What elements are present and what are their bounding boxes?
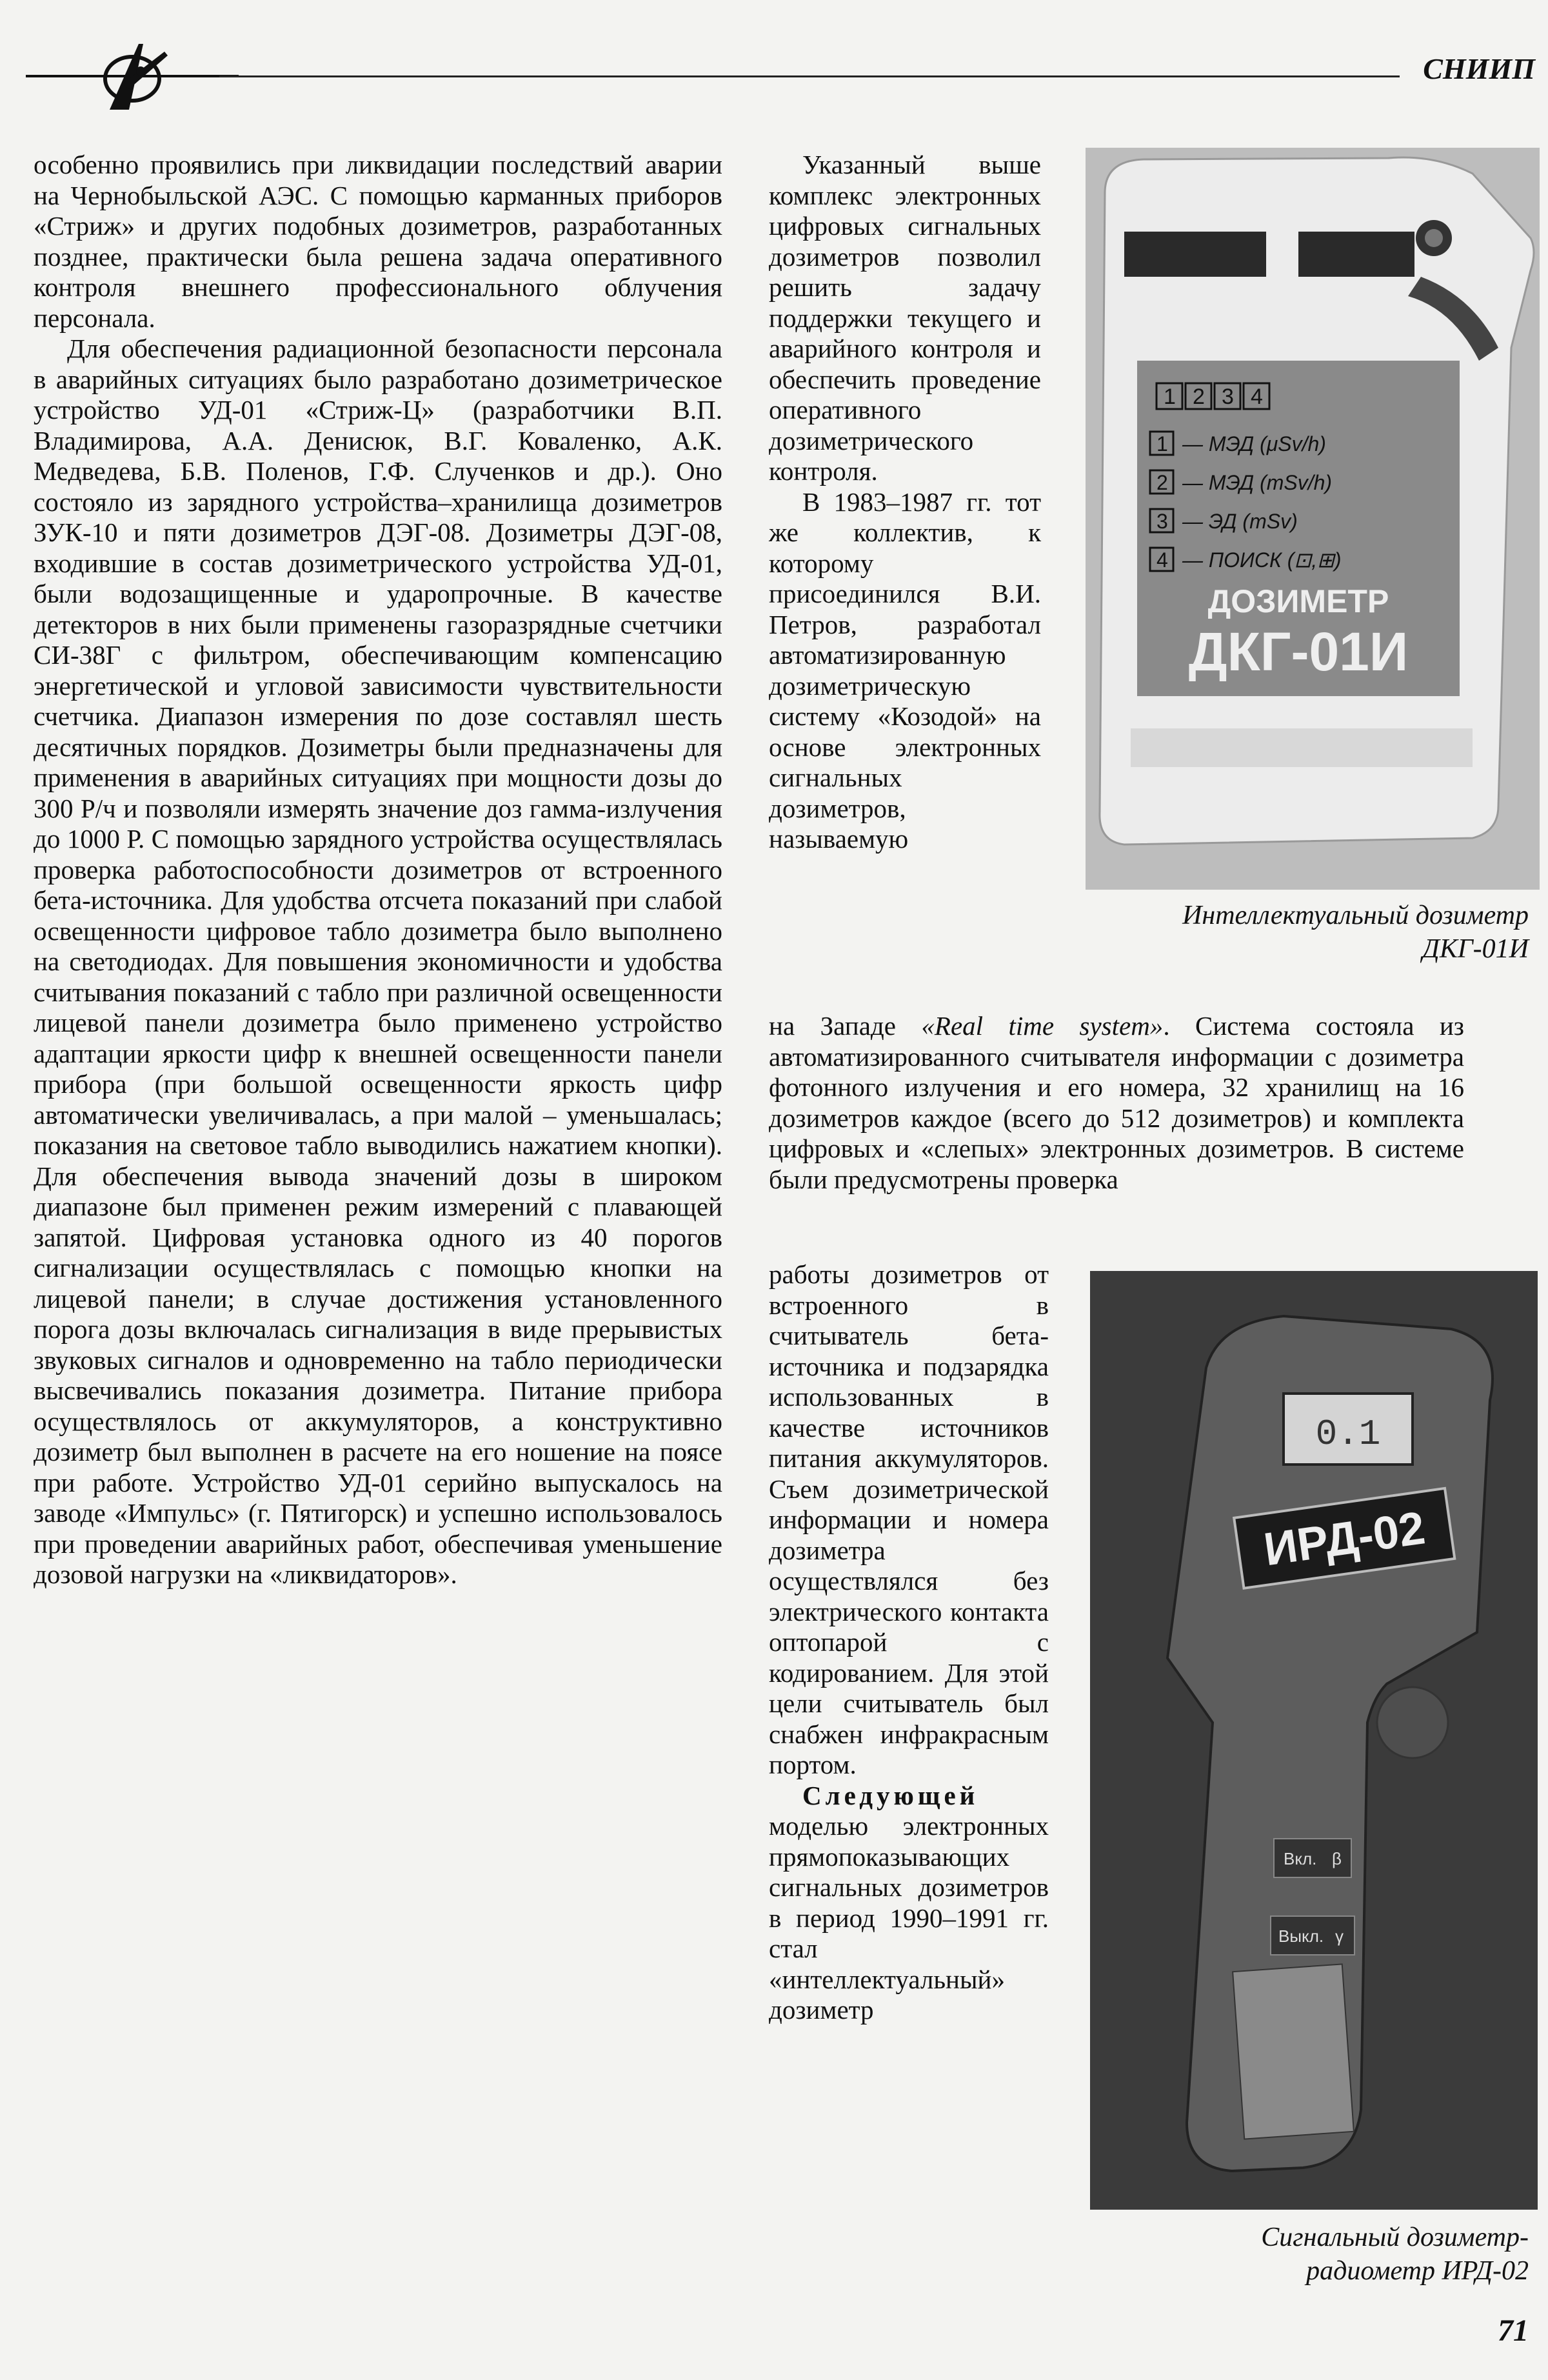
paragraph: Для обеспечения радиационной безопасности персонала в аварийных ситуациях было разработано дозиметрическое устройство УД-01 «Стриж-Ц» (разработчики В.П. Владимирова, А.А. Денисюк, В.Г. Коваленко, А.К. Медведева, Б.В. Поленов, Г.Ф. Слученков и др.). Оно состояло из зарядного устройства–хранилища дозиметров ЗУК-10 и пяти дозиметров ДЭГ-08. Дозиметры ДЭГ-08, входившие в состав дозиметрического устройства УД-01, были водозащищенные и ударопрочные. В качестве детекторов в них были применены газоразрядные счетчики СИ-38Г с фильтром, обеспечивающим компенсацию энергетической и угловой зависимости чувствительности счетчика. Диапазон измерения по дозе составлял шесть десятичных порядков. Дозиметры были предназначены для применения в аварийных ситуациях при мощности дозы до 300 Р/ч и позволяли измерять значение доз гамма-излучения до 1000 Р. С помощью зарядного устройства осуществлялась проверка работоспособности дозиметров от встроенного бета-источника. Для удобства отсчета показаний при слабой освещенности цифровое табло дозиметра было выполнено на светодиодах. Для повышения экономичности и удобства считывания показаний с табло при различной освещенности лицевой панели дозиметра было применено устройство адаптации яркости цифр к внешней освещенности панели прибора (при большой освещенности яркость цифр автоматически увеличивалась, а при малой – уменьшалась; показания на световое табло выводились нажатием кнопки). Для обеспечения вывода значений дозы в широком диапазоне был применен режим измерений с плавающей запятой. Цифровая установка одного из 40 порогов сигнализации осуществлялась с помощью кнопки на лицевой панели; в случае достижения установленного порога дозы включалась сигнализация в виде прерывистых звуковых сигналов и одновременно на табло периодически высвечивались показания дозиметра. Питание прибора осуществлялось от аккумуляторов, а конструктивно дозиметр был выполнен в расчете на его ношение на поясе при работе. Устройство УД-01 серийно выпускалось на заводе «Импульс» (г. Пятигорск) и успешно использовалось при проведении аварийных работ, обеспечивая уменьшение дозовой нагрузки на «ликвидаторов».: [34, 334, 722, 1589]
display-tab: 4: [1251, 385, 1263, 409]
institute-logo-icon: [26, 39, 239, 123]
caption-line: радиометр ИРД-02: [1306, 2256, 1529, 2286]
display-tab: 3: [1222, 385, 1234, 409]
paragraph: В 1983–1987 гг. тот же коллектив, к которому присоединился В.И. Петров, разработал автоматизированную дозиметрическую систему «Козодой» на основе электронных сигнальных дозиметров, называемую: [769, 486, 1041, 854]
row-number: 2: [1156, 471, 1168, 494]
button-symbol: γ: [1335, 1926, 1344, 1946]
page-number: 71: [1498, 2314, 1529, 2348]
row-label: — МЭД (mSv/h): [1182, 471, 1333, 494]
paragraph: работы дозиметров от встроенного в считыватель бета-источника и подзарядка использованных в качестве источников питания аккумуляторов. Съем дозиметрической информации и номера дозиметра осуществлялся без электрического контакта оптопарой с кодированием. Для этой цели считыватель был снабжен инфракрасным портом.: [769, 1259, 1049, 1779]
button-label: Вкл.: [1284, 1849, 1317, 1868]
paragraph: особенно проявились при ликвидации последствий аварии на Чернобыльской АЭС. С помощью карманных приборов «Стриж» и других подобных дозиметров, разработанных позднее, практически была решена задача оперативного контроля внешнего профессионального облучения персонала.: [34, 150, 722, 333]
button-label: Выкл.: [1278, 1926, 1324, 1946]
photo-ird-02: [1090, 1271, 1538, 2210]
header-rule: [219, 75, 1400, 77]
caption-line: ДКГ-01И: [1422, 934, 1529, 964]
caption-photo-2: [1077, 2221, 1529, 2288]
left-column: [34, 150, 722, 1590]
middle-column-bottom: [769, 1259, 1049, 2026]
row-label: — МЭД (μSv/h): [1182, 432, 1326, 455]
row-number: 1: [1156, 432, 1168, 455]
caption-line: Интеллектуальный дозиметр: [1182, 901, 1529, 930]
caption-photo-1: [1077, 899, 1529, 966]
display-tab: 1: [1164, 385, 1176, 409]
device-brand: ДОЗИМЕТР: [1207, 583, 1389, 619]
text-run: . Система состояла из автоматизированного считывателя информации с дозиметра фотонного излучения и его номера, 32 хранилищ на 16 дозиметров каждое (всего до 512 дозиметров) и комплекта цифровых и «слепых» электронных дозиметров. В системе были предусмотрены проверка: [769, 1011, 1464, 1194]
italic-term: «Real time system»: [921, 1011, 1164, 1041]
row-label: — ЭД (mSv): [1182, 510, 1298, 533]
button-symbol: β: [1332, 1849, 1342, 1868]
wide-text-block: [769, 1011, 1464, 1195]
row-label: — ПОИСК (⊡,⊞): [1182, 548, 1342, 572]
paragraph: Указанный выше комплекс электронных цифровых сигнальных дозиметров позволил решить задачу поддержки текущего и аварийного контроля и обеспечить проведение оперативного дозиметрического контроля.: [769, 150, 1041, 486]
device-display: 0.1: [1315, 1414, 1381, 1455]
caption-line: Сигнальный дозиметр-: [1261, 2223, 1529, 2252]
journal-title: СНИИП: [1423, 52, 1535, 85]
text-run: моделью электронных прямопоказывающих сигнальных дозиметров в период 1990–1991 гг. стал «интеллектуальный» дозиметр: [769, 1811, 1049, 2025]
row-number: 3: [1156, 510, 1168, 533]
page-header: [26, 39, 1535, 123]
paragraph: [769, 1011, 1464, 1195]
middle-column-top: [769, 150, 1041, 855]
row-number: 4: [1156, 548, 1168, 572]
dosimeter-ird-02-illustration: [1090, 1271, 1538, 2210]
spaced-word: Следующей: [802, 1780, 979, 1810]
device-model: ДКГ-01И: [1188, 621, 1409, 682]
display-tab: 2: [1193, 385, 1205, 409]
paragraph: [769, 1781, 1049, 2026]
dosimeter-dkg-01i-illustration: [1086, 148, 1540, 890]
photo-dkg-01i: [1086, 148, 1540, 890]
device-model: ИРД-02: [1260, 1502, 1429, 1576]
text-run: на Западе: [769, 1011, 922, 1041]
